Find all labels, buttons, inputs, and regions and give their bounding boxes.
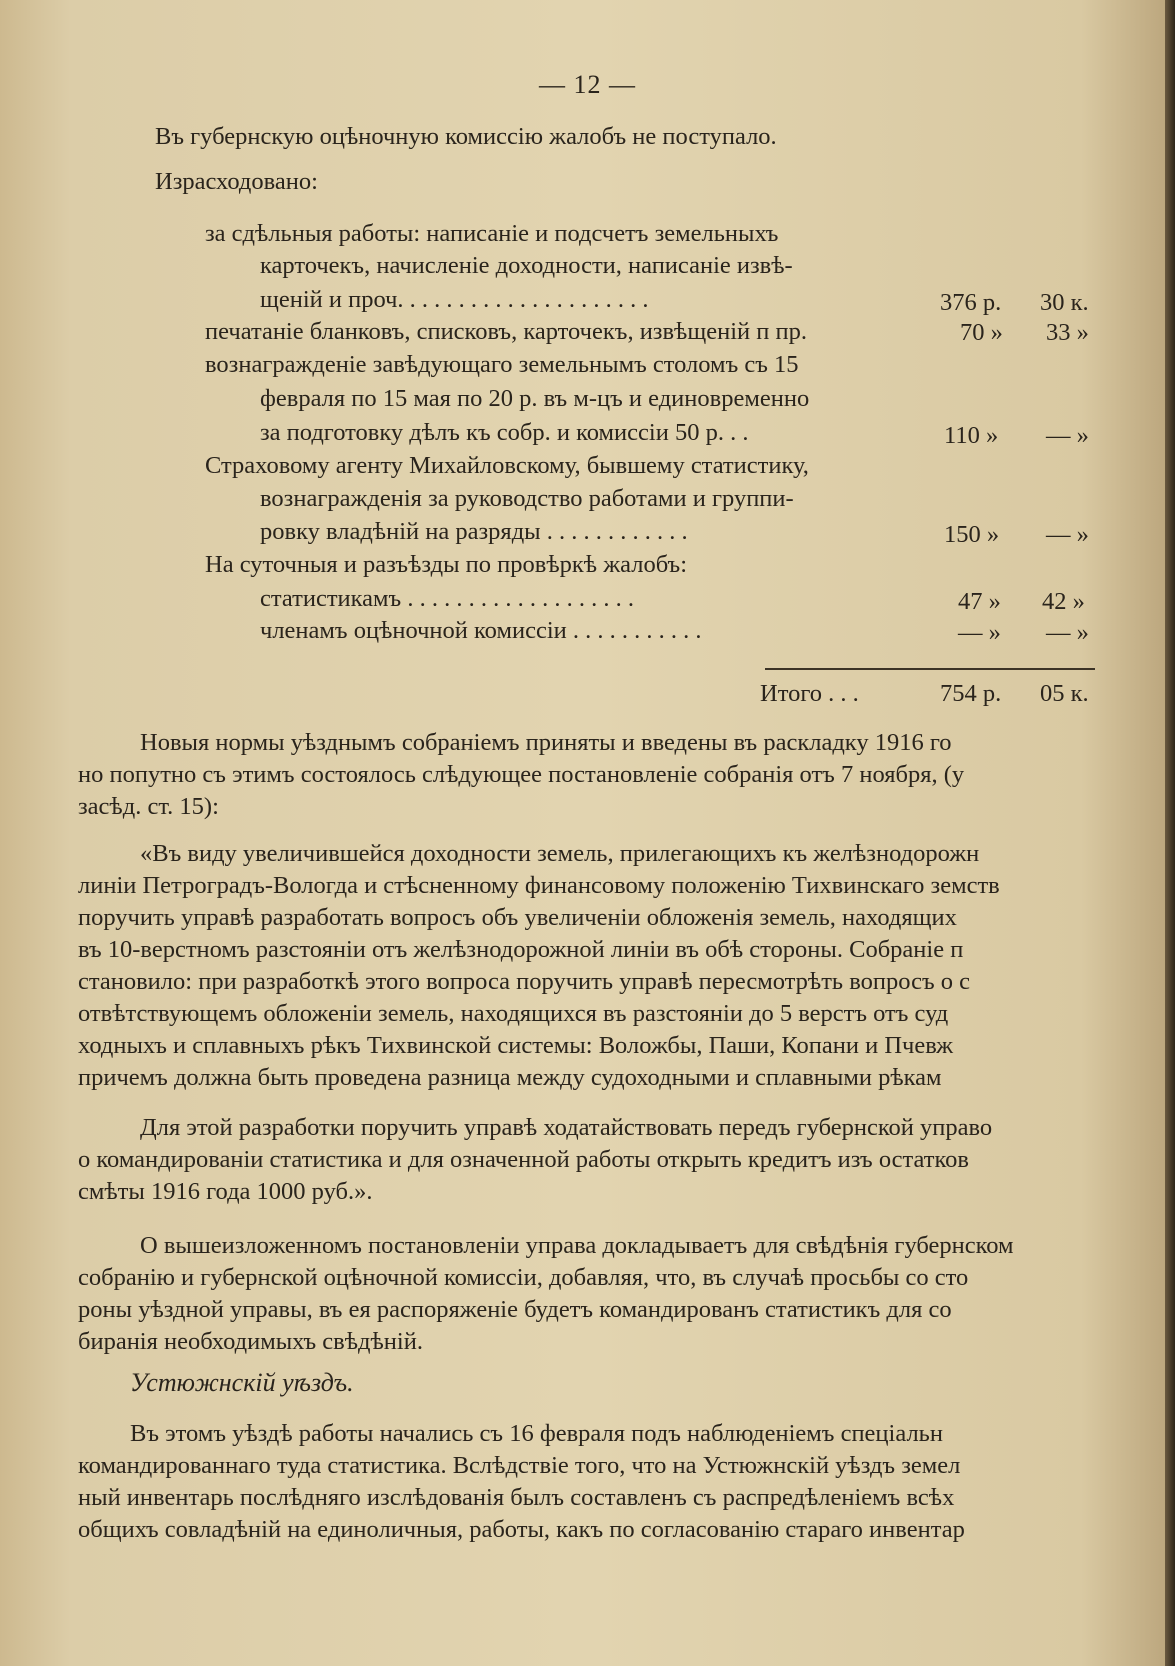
- expense-line: печатаніе бланковъ, списковъ, карточекъ, извѣщеній п пр.: [205, 318, 807, 345]
- text-line: въ 10-верстномъ разстояніи отъ желѣзнодорожной линіи въ обѣ стороны. Собраніе п: [78, 936, 964, 963]
- text-line: Для этой разработки поручить управѣ ходатайствовать передъ губернской управо: [140, 1114, 993, 1141]
- expense-line: карточекъ, начисленіе доходности, написаніе извѣ-: [260, 252, 793, 279]
- text-line: смѣты 1916 года 1000 руб.».: [78, 1178, 373, 1205]
- text-line: Новыя нормы уѣзднымъ собраніемъ приняты и введены въ раскладку 1916 го: [140, 729, 952, 756]
- text-line: засѣд. ст. 15):: [78, 793, 219, 820]
- quote-2: [78, 1112, 1170, 1208]
- total-rubles: 754 р.: [940, 680, 1002, 707]
- expense-rubles: — »: [958, 619, 1001, 646]
- text-line: командированнаго туда статистика. Вслѣдствіе того, что на Устюжнскій уѣздъ земел: [78, 1452, 961, 1479]
- expense-kopecks: — »: [1046, 422, 1089, 449]
- expense-kopecks: — »: [1046, 521, 1089, 548]
- paragraph-1: [78, 727, 1170, 823]
- expense-rubles: 110 »: [944, 422, 999, 449]
- text-line: биранія необходимыхъ свѣдѣній.: [78, 1328, 423, 1355]
- paragraph-3: [78, 1418, 1170, 1546]
- expense-rubles: 70 »: [960, 319, 1003, 346]
- expense-line: членамъ оцѣночной комиссіи . . . . . . . . . . .: [260, 617, 702, 644]
- expense-rubles: 47 »: [958, 588, 1001, 615]
- expense-rubles: 150 »: [944, 521, 1000, 548]
- text-line: линіи Петроградъ-Вологда и стѣсненному финансовому положенію Тихвинскаго земств: [78, 872, 1000, 899]
- text-line: О вышеизложенномъ постановленіи управа докладываетъ для свѣдѣнія губернском: [140, 1232, 1014, 1259]
- text-line: роны уѣздной управы, въ ея распоряженіе будетъ командированъ статистикъ для со: [78, 1296, 952, 1323]
- spent-heading: Израсходовано:: [155, 168, 318, 195]
- expense-line: статистикамъ . . . . . . . . . . . . . . . . . . .: [260, 585, 634, 612]
- text-line: отвѣтствующемъ обложеніи земель, находящихся въ разстояніи до 5 верстъ отъ суд: [78, 1000, 949, 1027]
- text-line: собранію и губернской оцѣночной комиссіи, добавляя, что, въ случаѣ просьбы со сто: [78, 1264, 969, 1291]
- text-line: о командированіи статистика и для означенной работы открыть кредитъ изъ остатков: [78, 1146, 969, 1173]
- paragraph-2: [78, 1230, 1170, 1358]
- expense-line: вознагражденіе завѣдующаго земельнымъ столомъ съ 15: [205, 351, 799, 378]
- text-line: ный инвентарь послѣдняго изслѣдованія былъ составленъ съ распредѣленіемъ всѣх: [78, 1484, 955, 1511]
- text-line: «Въ виду увеличившейся доходности земель, прилегающихъ къ желѣзнодорожн: [140, 840, 980, 867]
- expense-line: щеній и проч. . . . . . . . . . . . . . . . . . . . .: [260, 286, 649, 313]
- expense-line: за сдѣльныя работы: написаніе и подсчетъ земельныхъ: [205, 220, 779, 247]
- total-kopecks: 05 к.: [1040, 680, 1089, 707]
- expense-kopecks: — »: [1046, 619, 1089, 646]
- expense-rubles: 376 р.: [940, 289, 1002, 316]
- page-binding-edge: [1165, 0, 1175, 1666]
- expense-line: ровку владѣній на разряды . . . . . . . . . . . .: [260, 518, 688, 545]
- total-rule: [765, 668, 1095, 670]
- opening-line: Въ губернскую оцѣночную комиссію жалобъ не поступало.: [155, 123, 777, 150]
- page-number: — 12 —: [539, 70, 636, 99]
- text-line: поручить управѣ разработать вопросъ объ увеличеніи обложенія земель, находящих: [78, 904, 957, 931]
- expense-line: за подготовку дѣлъ къ собр. и комиссіи 50 р. . .: [260, 419, 749, 446]
- text-line: общихъ совладѣній на единоличныя, работы, какъ по согласованію стараго инвентар: [78, 1516, 965, 1543]
- text-line: Въ этомъ уѣздѣ работы начались съ 16 февраля подъ наблюденіемъ спеціальн: [130, 1420, 943, 1447]
- expense-line: На суточныя и разъѣзды по провѣркѣ жалобъ:: [205, 551, 688, 578]
- text-line: но попутно съ этимъ состоялось слѣдующее постановленіе собранія отъ 7 ноября, (у: [78, 761, 965, 788]
- total-label: Итого . . .: [760, 680, 859, 707]
- text-line: становило: при разработкѣ этого вопроса поручить управѣ пересмотрѣть вопросъ о с: [78, 968, 971, 995]
- expense-line: вознагражденія за руководство работами и группи-: [260, 485, 794, 512]
- expense-kopecks: 42 »: [1042, 588, 1085, 615]
- text-line: причемъ должна быть проведена разница между судоходными и сплавными рѣкам: [78, 1064, 942, 1091]
- quote-1: [78, 838, 1170, 1094]
- expense-line: февраля по 15 мая по 20 р. въ м-цъ и единовременно: [260, 385, 810, 412]
- text-line: ходныхъ и сплавныхъ рѣкъ Тихвинской системы: Воложбы, Паши, Копани и Пчевж: [78, 1032, 954, 1059]
- expense-kopecks: 33 »: [1046, 319, 1089, 346]
- expense-kopecks: 30 к.: [1040, 289, 1089, 316]
- section-heading: Устюжнскій уѣздъ.: [130, 1368, 354, 1397]
- expense-line: Страховому агенту Михайловскому, бывшему статистику,: [205, 452, 809, 479]
